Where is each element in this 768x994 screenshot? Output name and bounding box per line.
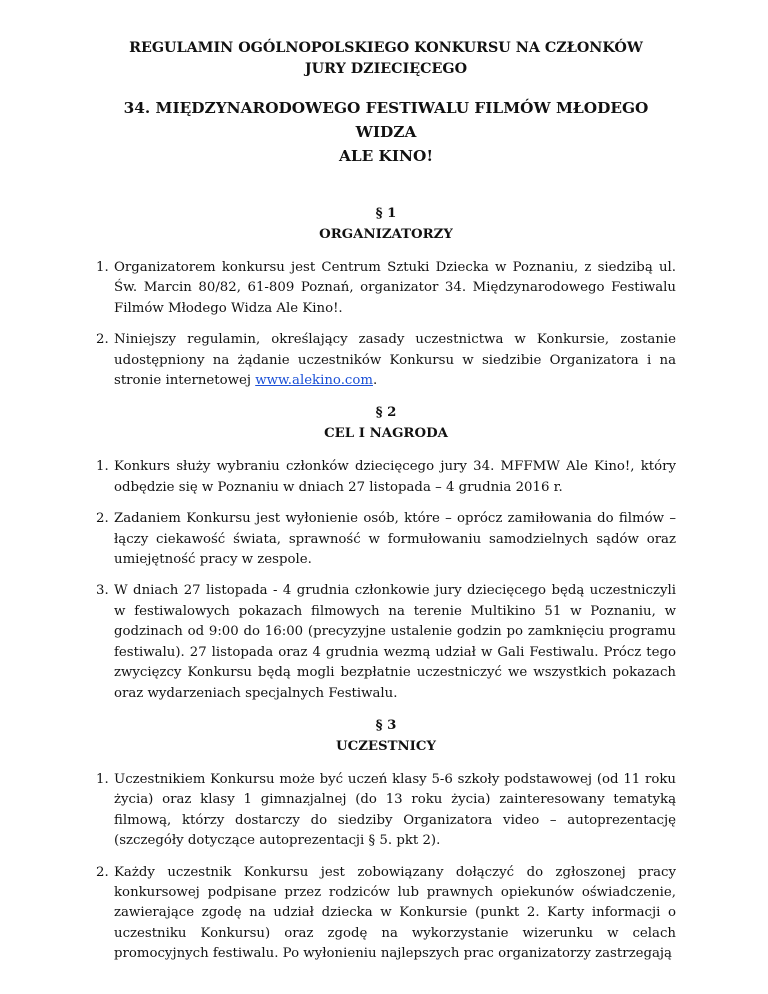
item-number: 2.	[96, 511, 109, 527]
list-item	[96, 509, 676, 570]
item-number: 2.	[96, 332, 109, 348]
subtitle-line-1: 34. MIĘDZYNARODOWEGO FESTIWALU FILMÓW MŁODEGO WIDZA	[123, 99, 649, 141]
section-list	[96, 770, 676, 965]
list-item	[96, 770, 676, 852]
section-name: UCZESTNICY	[336, 738, 436, 754]
section-3	[96, 715, 676, 965]
section-1	[96, 203, 676, 391]
list-item	[96, 581, 676, 703]
title-line-2: JURY DZIECIĘCEGO	[304, 61, 468, 77]
item-number: 3.	[96, 583, 109, 599]
section-2	[96, 402, 676, 703]
item-text: Niniejszy regulamin, określający zasady uczestnictwa w Konkursie, zostanie udostępniony na żądanie uczestników Konkursu w siedzibie Organizatora i na stronie internetowej	[114, 332, 676, 389]
list-item	[96, 457, 676, 498]
item-text: Konkurs służy wybraniu członków dziecięcego jury 34. MFFMW Ale Kino!, który odbędzie się w Poznaniu w dniach 27 listopada – 4 grudnia 2016 r.	[114, 459, 676, 495]
item-number: 1.	[96, 459, 109, 475]
item-text: Organizatorem konkursu jest Centrum Sztuki Dziecka w Poznaniu, z siedzibą ul. Św. Marcin 80/82, 61-809 Poznań, organizator 34. Międzynarodowego Festiwalu Filmów Młodego Widza Ale Kino!.	[114, 260, 676, 316]
item-text: W dniach 27 listopada - 4 grudnia członkowie jury dziecięcego będą uczestniczyli w festiwalowych pokazach filmowych na terenie Multikino 51 w Poznaniu, w godzinach od 9:00 do 16:00 (precyzyjne ustalenie godzin po zamknięciu programu festiwalu). 27 listopada oraz 4 grudnia wezmą udział w Gali Festiwalu. Prócz tego zwycięzcy Konkursu będą mogli bezpłatnie uczestniczyć we wszystkich pokazach oraz wydarzeniach specjalnych Festiwalu.	[114, 583, 676, 701]
section-heading	[96, 402, 676, 444]
section-number: § 3	[375, 717, 397, 733]
website-link[interactable]: www.alekino.com	[255, 373, 373, 389]
item-number: 2.	[96, 864, 109, 880]
subtitle-line-2: ALE KINO!	[338, 147, 434, 165]
item-text: Uczestnikiem Konkursu może być uczeń klasy 5-6 szkoły podstawowej (od 11 roku życia) oraz klasy 1 gimnazjalnej (do 13 roku życia) zainteresowany tematyką filmową, którzy dostarczy do siedziby Organizatora video – autoprezentację (szczegóły dotyczące autoprezentacji § 5. pkt 2).	[114, 771, 676, 849]
list-item	[96, 330, 676, 391]
document-subtitle	[96, 96, 676, 168]
section-heading	[96, 203, 676, 245]
item-text-end: .	[373, 373, 378, 389]
list-item	[96, 258, 676, 319]
document-title	[96, 38, 676, 80]
section-heading	[96, 715, 676, 757]
list-item	[96, 863, 676, 965]
item-number: 1.	[96, 260, 109, 275]
section-list	[96, 258, 676, 391]
section-name: CEL I NAGRODA	[324, 426, 448, 442]
item-text: Zadaniem Konkursu jest wyłonienie osób, które – oprócz zamiłowania do filmów – łączy ciekawość świata, sprawność w formułowaniu samodzielnych sądów oraz umiejętność pracy w zespole.	[114, 511, 676, 568]
section-number: § 2	[375, 405, 397, 421]
title-line-1: REGULAMIN OGÓLNOPOLSKIEGO KONKURSU NA CZŁONKÓW	[129, 40, 643, 56]
section-number: § 1	[375, 206, 397, 221]
item-text: Każdy uczestnik Konkursu jest zobowiązany dołączyć do zgłoszonej pracy konkursowej podpisane przez rodziców lub prawnych opiekunów oświadczenie, zawierające zgodę na udział dziecka w Konkursie (punkt 2. Karty informacji o uczestniku Konkursu) oraz zgodę na wykorzystanie wizerunku w celach promocyjnych festiwalu. Po wyłonieniu najlepszych prac organizatorzy zastrzegają	[114, 864, 676, 962]
section-name: ORGANIZATORZY	[319, 227, 453, 242]
section-list	[96, 457, 676, 703]
item-number: 1.	[96, 771, 109, 787]
